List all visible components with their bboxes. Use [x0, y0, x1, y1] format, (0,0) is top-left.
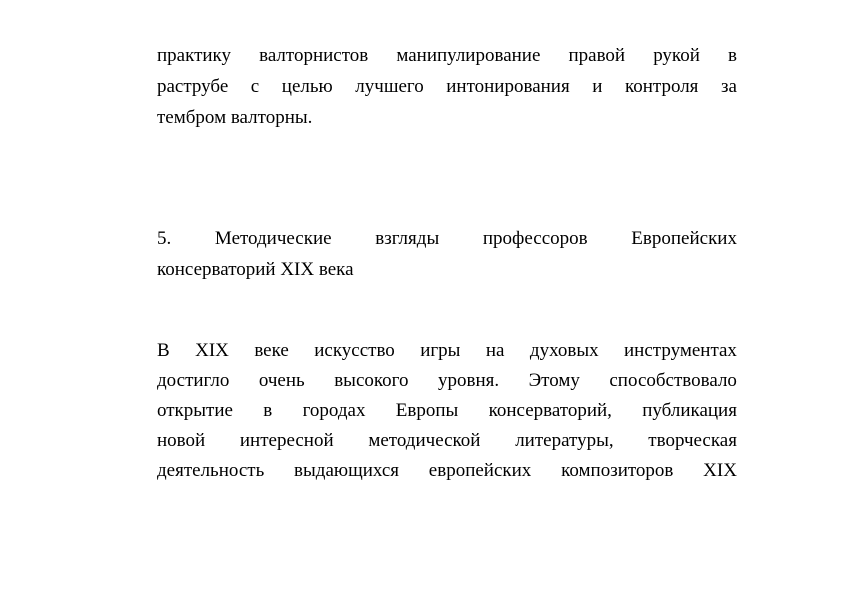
- word: Европы: [395, 400, 459, 421]
- word: выдающихся: [294, 460, 400, 481]
- word: открытие: [157, 400, 233, 421]
- word: взгляды: [375, 228, 440, 249]
- word: интересной: [239, 430, 334, 451]
- word: целью: [281, 76, 333, 97]
- word: новой: [157, 430, 206, 451]
- text-line: тембром валторны.: [157, 107, 313, 128]
- word: правой: [568, 45, 626, 66]
- word: творческая: [648, 430, 737, 451]
- word: композиторов: [561, 460, 674, 481]
- word: контроля: [624, 76, 699, 97]
- word: инструментах: [624, 340, 737, 361]
- text-line: [157, 340, 737, 362]
- word: лучшего: [355, 76, 424, 97]
- word: раструбе: [157, 76, 229, 97]
- word: 5.: [157, 228, 172, 249]
- text-line: [157, 460, 737, 482]
- word: с: [250, 76, 260, 97]
- word: Европейских: [631, 228, 737, 249]
- word: уровня.: [437, 370, 500, 391]
- word: валторнистов: [259, 45, 369, 66]
- word: игры: [420, 340, 461, 361]
- word: веке: [254, 340, 289, 361]
- word: Методические: [214, 228, 332, 249]
- heading-line: [157, 228, 737, 250]
- word: очень: [258, 370, 305, 391]
- word: консерваторий,: [488, 400, 612, 421]
- word: и: [592, 76, 603, 97]
- word: в: [727, 45, 737, 66]
- text-line: [157, 430, 737, 452]
- word: духовых: [529, 340, 599, 361]
- word: на: [485, 340, 505, 361]
- word: литературы,: [515, 430, 614, 451]
- word: достигло: [157, 370, 230, 391]
- word: В: [157, 340, 170, 361]
- heading-line: консерваторий XIX века: [157, 259, 354, 280]
- word: публикация: [642, 400, 737, 421]
- word: высокого: [334, 370, 409, 391]
- word: манипулирование: [396, 45, 541, 66]
- word: XIX: [703, 460, 737, 481]
- word: профессоров: [482, 228, 588, 249]
- text-line: [157, 370, 737, 392]
- text-line: [157, 76, 737, 98]
- word: рукой: [653, 45, 700, 66]
- word: Этому: [528, 370, 580, 391]
- word: способствовало: [609, 370, 737, 391]
- word: за: [720, 76, 737, 97]
- word: методической: [368, 430, 481, 451]
- word: в: [263, 400, 273, 421]
- word: интонирования: [446, 76, 570, 97]
- text-line: [157, 45, 737, 67]
- word: деятельность: [157, 460, 265, 481]
- word: европейских: [428, 460, 532, 481]
- word: искусство: [314, 340, 395, 361]
- word: практику: [157, 45, 232, 66]
- word: городах: [302, 400, 366, 421]
- text-line: [157, 400, 737, 422]
- word: XIX: [195, 340, 229, 361]
